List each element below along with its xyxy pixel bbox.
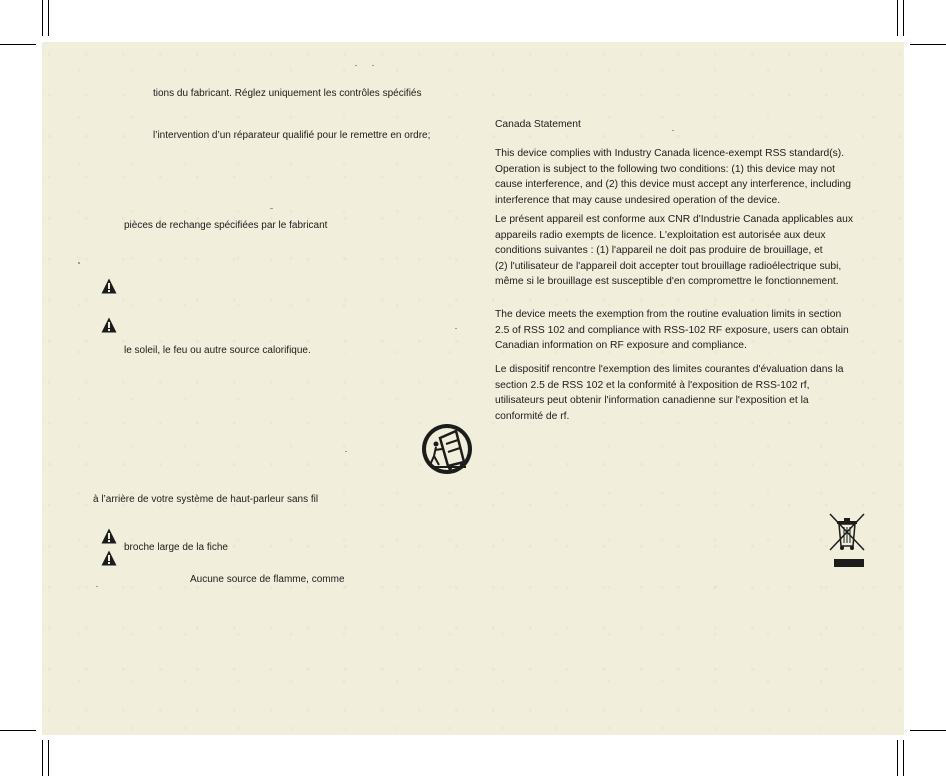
- paper-speck: [78, 262, 80, 264]
- crop-mark: [0, 730, 36, 731]
- heat-source-text: le soleil, le feu ou autre source calorifique.: [124, 345, 311, 356]
- paper-speck: [96, 586, 98, 587]
- crop-mark: [910, 44, 946, 45]
- crop-mark: [897, 740, 898, 776]
- paper-speck: [455, 328, 457, 329]
- crop-mark: [903, 740, 904, 776]
- replacement-parts-text: pièces de rechange spécifiées par le fabricant: [124, 220, 328, 231]
- manufacturer-controls-text: tions du fabricant. Réglez uniquement les contrôles spécifiés: [153, 88, 422, 99]
- warning-triangle-icon: [101, 317, 117, 333]
- section-heading: Canada Statement: [495, 119, 581, 130]
- repair-service-text: l’intervention d’un réparateur qualifié pour le remettre en ordre;: [153, 130, 431, 141]
- speaker-rear-text: à l’arrière de votre système de haut-parleur sans fil: [93, 494, 319, 505]
- paper-speck: [372, 65, 374, 66]
- ic-compliance-french: [495, 212, 895, 290]
- crop-mark: [0, 44, 36, 45]
- warning-triangle-icon: [101, 278, 117, 294]
- crop-mark: [910, 730, 946, 731]
- rf-exposure-english: [495, 307, 895, 354]
- rf-exposure-french: [495, 362, 895, 424]
- paper-speck: [345, 451, 347, 452]
- crop-mark: [903, 0, 904, 36]
- flame-source-text: Aucune source de flamme, comme: [190, 574, 345, 585]
- cart-tip-over-icon: [420, 422, 474, 476]
- crop-mark: [897, 0, 898, 36]
- weee-bar: [834, 559, 864, 567]
- rf-paragraph-fr: Le dispositif rencontre l'exemption des limites courantes d'évaluation dans la section 2.5 de RSS 102 et la conformité à l'exposition de RSS-102 rf, utilisateurs peut obtenir l'information canadienne sur l'exposition et la conformité de rf.: [495, 364, 844, 422]
- warning-triangle-icon: [101, 550, 117, 566]
- ic-paragraph-fr: Le présent appareil est conforme aux CNR d'Industrie Canada applicables aux appareils radio exempts de licence. L'exploitation est autorisée aux deux conditions suivantes : (1) l'appareil ne doit pas produire de brouillage, et (2) l'utilisateur de l'appareil doit accepter tout brouillage radioélectrique subi, même si le brouillage est susceptible d'en compromettre le fonctionnement.: [495, 214, 853, 288]
- crossed-bin-icon: [826, 512, 868, 552]
- crop-mark: [42, 0, 43, 36]
- paper-speck: [270, 208, 273, 209]
- paper-speck: [355, 65, 357, 66]
- crop-mark: [48, 0, 49, 36]
- crop-mark: [42, 740, 43, 776]
- warning-triangle-icon: [101, 528, 117, 544]
- ic-compliance-english: [495, 146, 895, 208]
- canada-statement-heading: [495, 117, 895, 133]
- crop-mark: [48, 740, 49, 776]
- plug-blade-text: broche large de la fiche: [124, 542, 228, 553]
- rf-paragraph-en: The device meets the exemption from the routine evaluation limits in section 2.5 of RSS 102 and compliance with RSS-102 RF exposure, users can obtain Canadian information on RF exposure and compliance.: [495, 309, 849, 352]
- ic-paragraph-en: This device complies with Industry Canada licence-exempt RSS standard(s). Operation is subject to the following two conditions: (1) this device may not cause interference, and (2) this device must accept any interference, including interference that may cause undesired operation of the device.: [495, 148, 852, 206]
